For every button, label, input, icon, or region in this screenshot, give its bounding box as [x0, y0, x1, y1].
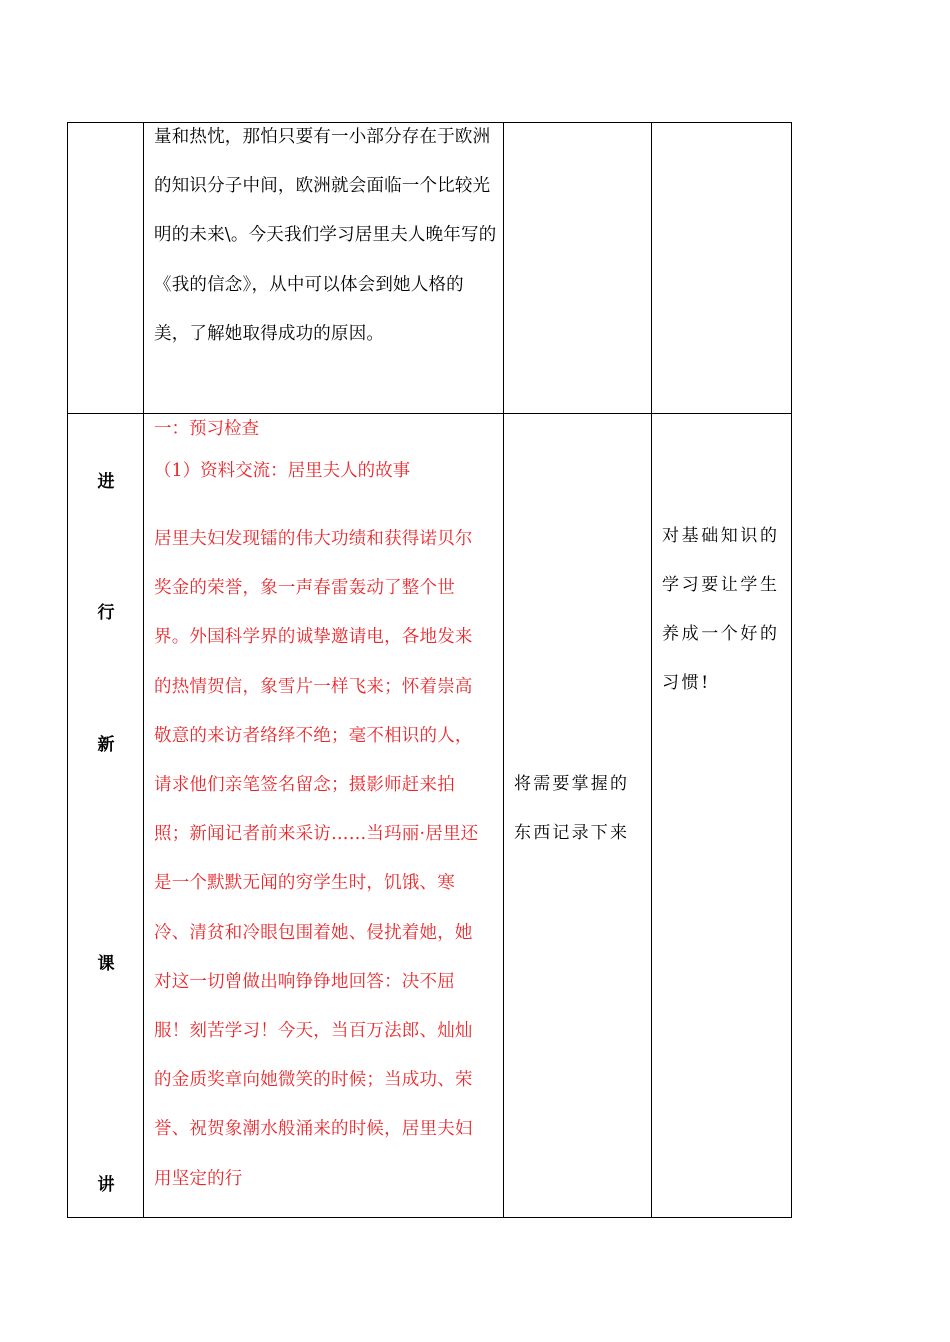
intro-paragraph: 量和热忱，那怕只要有一小部分存在于欧洲的知识分子中间，欧洲就会面临一个比较光明的未来\。今天我们学习居里夫人晚年写的《我的信念》，从中可以体会到她人格的美，了解她取得成功的原因。 — [154, 127, 497, 344]
section-heading: 一：预习检查 — [154, 419, 259, 439]
stage-cell — [67, 413, 143, 1218]
table-row-intro — [67, 122, 792, 413]
design-intent-cell — [651, 122, 792, 413]
story-paragraph: 居里夫妇发现镭的伟大功绩和获得诺贝尔奖金的荣誉，象一声春雷轰动了整个世界。外国科学界的诚挚邀请电，各地发来的热情贺信，象雪片一样飞来；怀着崇高敬意的来访者络绎不绝；毫不相识的人，请求他们亲笔签名留念；摄影师赶来拍照；新闻记者前来采访……当玛丽·居里还是一个默默无闻的穷学生时，饥饿、寒冷、清贫和冷眼包围着她、侵扰着她，她对这一切曾做出响铮铮地回答：决不屈服！刻苦学习！今天，当百万法郎、灿灿的金质奖章向她微笑的时候；当成功、荣誉、祝贺象潮水般涌来的时候，居里夫妇用坚定的行 — [154, 529, 479, 1189]
stage-char: 行 — [97, 603, 115, 623]
design-intent-cell — [651, 413, 792, 1218]
sub-heading: （1）资料交流：居里夫人的故事 — [154, 461, 411, 481]
stage-char: 新 — [97, 735, 115, 755]
table-row-new-lesson — [67, 413, 792, 1218]
lesson-plan-table — [67, 122, 792, 1218]
stage-cell — [67, 122, 143, 413]
student-activity-cell — [503, 413, 651, 1218]
stage-char: 课 — [97, 954, 115, 974]
content-cell — [143, 122, 503, 413]
student-activity-text: 将需要掌握的东西记录下来 — [514, 774, 630, 843]
stage-char: 讲 — [97, 1175, 115, 1195]
content-cell — [143, 413, 503, 1218]
student-activity-cell — [503, 122, 651, 413]
stage-char: 进 — [97, 472, 115, 492]
design-intent-text: 对基础知识的学习要让学生养成一个好的习惯! — [662, 526, 780, 693]
